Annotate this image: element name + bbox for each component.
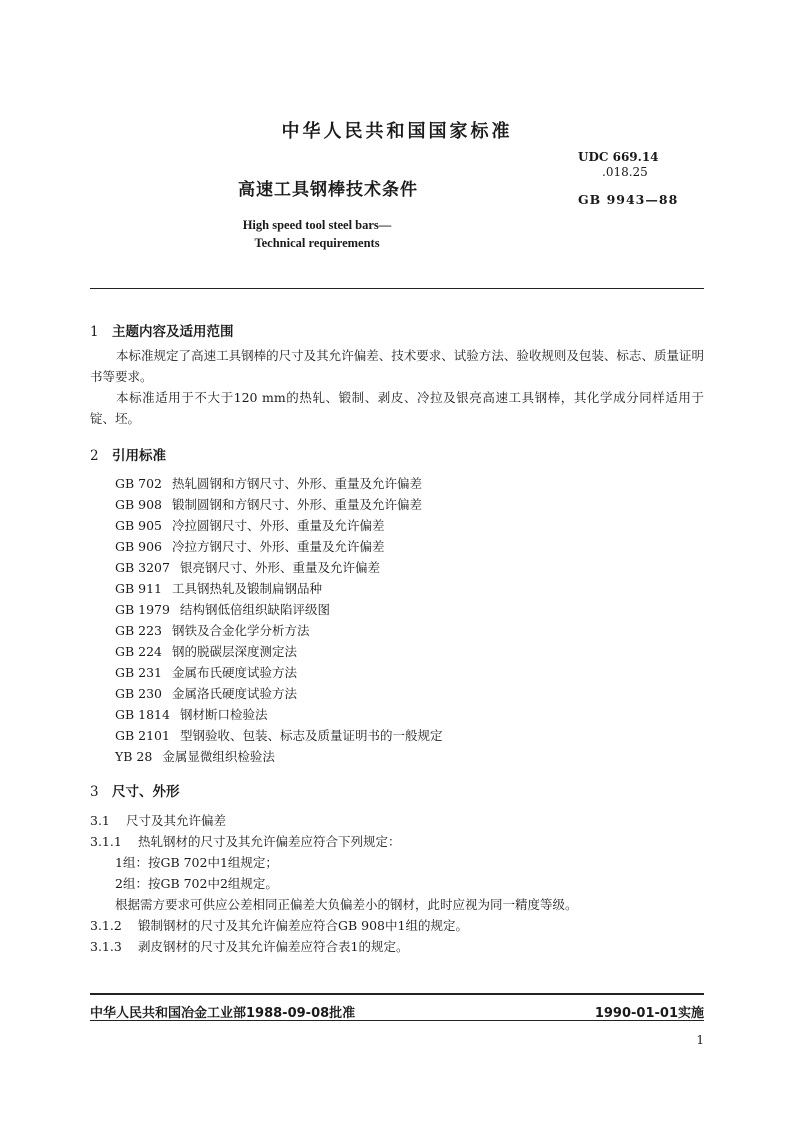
reference-code: GB 905 bbox=[115, 518, 163, 533]
document-title-en-line2: Technical requirements bbox=[254, 236, 380, 250]
reference-title: 钢的脱碳层深度测定法 bbox=[172, 644, 298, 659]
reference-title: 冷拉方钢尺寸、外形、重量及允许偏差 bbox=[172, 539, 385, 554]
group-2-rule: 2组：按GB 702中2组规定。 bbox=[115, 876, 278, 891]
reference-code: GB 3207 bbox=[115, 560, 170, 575]
section-1-heading bbox=[90, 320, 234, 340]
reference-title: 型钢验收、包装、标志及质量证明书的一般规定 bbox=[179, 728, 443, 743]
clause-number: 3.1.3 bbox=[90, 939, 122, 954]
reference-code: GB 702 bbox=[115, 476, 163, 491]
reference-item bbox=[115, 579, 322, 597]
reference-code: GB 2101 bbox=[115, 728, 170, 743]
reference-item bbox=[115, 747, 275, 765]
tolerance-note: 根据需方要求可供应公差相同正偏差大负偏差小的钢材，此时应视为同一精度等级。 bbox=[115, 897, 578, 912]
gb-standard-number: GB 9943—88 bbox=[578, 192, 679, 207]
clause-3-1-1 bbox=[90, 832, 401, 850]
reference-title: 锻制圆钢和方钢尺寸、外形、重量及允许偏差 bbox=[172, 497, 423, 512]
section-1-number: 1 bbox=[90, 324, 99, 340]
udc-line-1: UDC 669.14 bbox=[578, 150, 659, 164]
reference-title: 工具钢热轧及锻制扁钢品种 bbox=[172, 581, 323, 596]
reference-title: 钢材断口检验法 bbox=[179, 707, 268, 722]
reference-item bbox=[115, 642, 297, 660]
reference-item bbox=[115, 516, 385, 534]
udc-number bbox=[578, 150, 659, 180]
standard-type-heading: 中华人民共和国国家标准 bbox=[281, 121, 513, 142]
section-3-title: 尺寸、外形 bbox=[112, 784, 180, 800]
reference-title: 金属洛氏硬度试验方法 bbox=[172, 686, 298, 701]
clause-number: 3.1 bbox=[90, 813, 110, 828]
section-1-title: 主题内容及适用范围 bbox=[112, 324, 234, 340]
footer-divider bbox=[90, 993, 704, 995]
approval-statement: 中华人民共和国冶金工业部1988-09-08批准 bbox=[90, 1006, 356, 1021]
effective-date: 1990-01-01实施 bbox=[594, 1006, 704, 1021]
section-1-paragraph-2: 本标准适用于不大于120 mm的热轧、锻制、剥皮、冷拉及银亮高速工具钢棒，其化学成分同样适用于锭、坯。 bbox=[90, 390, 704, 426]
header-divider bbox=[90, 288, 704, 289]
clause-3-1-2 bbox=[90, 916, 468, 934]
reference-code: GB 231 bbox=[115, 665, 163, 680]
page-number: 1 bbox=[696, 1033, 704, 1047]
reference-code: GB 1979 bbox=[115, 602, 170, 617]
clause-number: 3.1.2 bbox=[90, 918, 122, 933]
section-2-heading bbox=[90, 444, 166, 464]
reference-item bbox=[115, 684, 297, 702]
reference-code: GB 1814 bbox=[115, 707, 170, 722]
section-3-heading bbox=[90, 780, 180, 800]
reference-item bbox=[115, 663, 297, 681]
reference-item bbox=[115, 726, 442, 744]
document-title-cn: 高速工具钢棒技术条件 bbox=[238, 180, 418, 200]
reference-code: GB 223 bbox=[115, 623, 163, 638]
clause-text: 尺寸及其允许偏差 bbox=[126, 813, 227, 828]
reference-item bbox=[115, 705, 267, 723]
clause-text: 剥皮钢材的尺寸及其允许偏差应符合表1的规定。 bbox=[138, 939, 409, 954]
reference-item bbox=[115, 600, 330, 618]
section-2-title: 引用标准 bbox=[112, 448, 166, 464]
document-title-en-line1: High speed tool steel bars— bbox=[242, 218, 392, 232]
footer-bottom-divider bbox=[90, 1020, 704, 1021]
reference-item bbox=[115, 621, 310, 639]
udc-line-2: .018.25 bbox=[602, 165, 648, 179]
clause-3-1 bbox=[90, 811, 226, 829]
reference-title: 冷拉圆钢尺寸、外形、重量及允许偏差 bbox=[172, 518, 385, 533]
clause-text: 锻制钢材的尺寸及其允许偏差应符合GB 908中1组的规定。 bbox=[138, 918, 468, 933]
reference-title: 结构钢低倍组织缺陷评级图 bbox=[179, 602, 330, 617]
group-1-rule: 1组：按GB 702中1组规定； bbox=[115, 855, 278, 870]
section-1-paragraph-1: 本标准规定了高速工具钢棒的尺寸及其允许偏差、技术要求、试验方法、验收规则及包装、标志、质量证明书等要求。 bbox=[90, 348, 704, 384]
clause-3-1-3 bbox=[90, 937, 408, 955]
reference-code: GB 230 bbox=[115, 686, 163, 701]
reference-item bbox=[115, 474, 422, 492]
reference-code: GB 911 bbox=[115, 581, 163, 596]
reference-code: GB 224 bbox=[115, 644, 163, 659]
reference-title: 金属显微组织检验法 bbox=[162, 749, 275, 764]
reference-item bbox=[115, 495, 422, 513]
reference-title: 金属布氏硬度试验方法 bbox=[172, 665, 298, 680]
reference-code: YB 28 bbox=[115, 749, 153, 764]
reference-item bbox=[115, 558, 380, 576]
reference-code: GB 908 bbox=[115, 497, 163, 512]
clause-text: 热轧钢材的尺寸及其允许偏差应符合下列规定： bbox=[138, 834, 401, 849]
clause-number: 3.1.1 bbox=[90, 834, 122, 849]
section-2-number: 2 bbox=[90, 448, 99, 464]
reference-title: 热轧圆钢和方钢尺寸、外形、重量及允许偏差 bbox=[172, 476, 423, 491]
section-3-number: 3 bbox=[90, 784, 99, 800]
reference-item bbox=[115, 537, 385, 555]
reference-title: 钢铁及合金化学分析方法 bbox=[172, 623, 310, 638]
reference-title: 银亮钢尺寸、外形、重量及允许偏差 bbox=[179, 560, 380, 575]
reference-code: GB 906 bbox=[115, 539, 163, 554]
